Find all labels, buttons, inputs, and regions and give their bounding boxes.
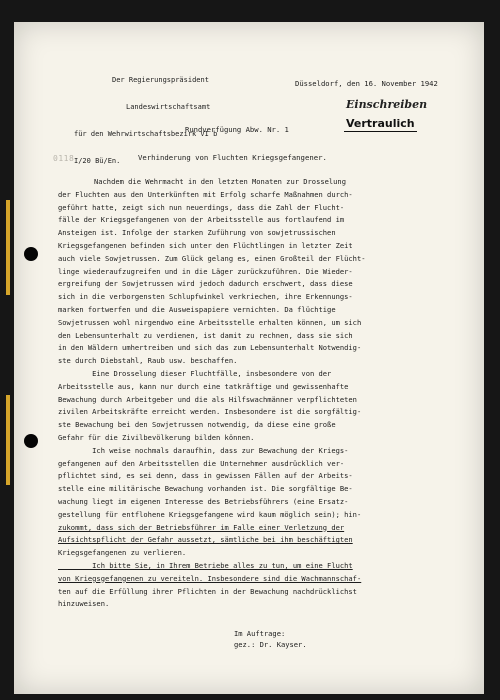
body-line: gefangenen auf den Arbeitsstellen die Unternehmer ausdrücklich ver- <box>58 458 345 468</box>
faint-registry-mark: 0118 <box>53 154 75 163</box>
authority-line: für den Wehrwirtschaftsbezirk VI b <box>74 130 218 138</box>
body-line: zivilen Arbeitskräfte erreicht werden. Insbesondere ist die sorgfältig- <box>58 407 362 417</box>
body-line: linge wiederaufzugreifen und in die Läger zurückzuführen. Die Wieder- <box>58 266 353 276</box>
body-line: Gefahr für die Zivilbevölkerung bilden können. <box>58 432 255 442</box>
letter-body <box>58 176 478 611</box>
body-line: in den Wäldern umhertreiben und sich das zum Lebensunterhalt Notwendig- <box>58 343 362 353</box>
body-line: Kriegsgefangenen zu verlieren. <box>58 548 187 558</box>
body-line: fälle der Kriegsgefangenen von der Arbeitsstelle aus fortlaufend im <box>58 215 345 225</box>
reference-line: I/20 Bü/En. <box>74 157 121 165</box>
body-line: der Fluchten aus den Unterkünften mit Erfolg scharfe Maßnahmen durch- <box>58 189 353 199</box>
body-line: pflichtet sind, es sei denn, dass in gewissen Fällen auf der Arbeits- <box>58 471 353 481</box>
body-line: auch viele Sowjetrussen. Zum Glück gelang es, einen Großteil der Flücht- <box>58 253 366 263</box>
body-line: Nachdem die Wehrmacht in den letzten Monaten zur Drosselung <box>94 177 346 186</box>
body-line: Eine Drosselung dieser Fluchtfälle, insbesondere von der <box>58 368 332 378</box>
stamp-vertraulich: Vertraulich <box>346 117 415 130</box>
circular-number: Rundverfügung Abw. Nr. 1 <box>185 125 289 134</box>
body-line: marken fortwerfen und die Ausweispapiere vernichten. Da flüchtige <box>58 304 336 314</box>
body-line: wachung liegt im eigenen Interesse des Betriebsführers (eine Ersatz- <box>58 496 349 506</box>
body-line: den Lebensunterhalt zu verdienen, ist damit zu rechnen, dass sie sich <box>58 330 353 340</box>
body-line: Aufsichtspflicht der Gefahr aussetzt, sämtliche bei ihm beschäftigten <box>58 535 353 545</box>
stamp-einschreiben: Einschreiben <box>346 98 428 111</box>
body-line: ste durch Diebstahl, Raub usw. beschaffen. <box>58 356 238 366</box>
body-line: geführt hatte, zeigt sich nun neuerdings, dass die Zahl der Flucht- <box>58 202 345 212</box>
margin-mark <box>6 200 10 295</box>
margin-mark <box>6 395 10 485</box>
body-line: ten auf die Erfüllung ihrer Pflichten in der Bewachung nachdrücklichst <box>58 586 357 596</box>
body-line: Sowjetrussen wohl nirgendwo eine Arbeitsstelle erhalten können, um sich <box>58 317 362 327</box>
subject-line: Verhinderung von Fluchten Kriegsgefangener. <box>138 153 327 162</box>
authority-line: Landeswirtschaftsamt <box>126 103 211 111</box>
body-line: Arbeitsstelle aus, kann nur durch eine tatkräftige und gewissenhafte <box>58 381 349 391</box>
body-line: sich in die verborgensten Schlupfwinkel verkriechen, ihre Erkennungs- <box>58 292 353 302</box>
body-line: hinzuweisen. <box>58 599 110 609</box>
punch-hole <box>24 247 38 261</box>
body-line: Ansteigen ist. Infolge der starken Zuführung von sowjetrussischen <box>58 228 336 238</box>
body-line: zukommt, dass sich der Betriebsführer im Falle einer Verletzung der <box>58 522 345 532</box>
punch-hole <box>24 434 38 448</box>
signature-line: Im Auftrage: <box>234 629 286 638</box>
body-line: gestellung für entflohene Kriegsgefangene wird kaum möglich sein); hin- <box>58 509 362 519</box>
body-line: von Kriegsgefangenen zu vereiteln. Insbesondere sind die Wachmannschaf- <box>58 573 362 583</box>
signature-name: gez.: Dr. Kayser. <box>234 640 307 649</box>
body-line: stelle eine militärische Bewachung vorhanden ist. Die sorgfältige Be- <box>58 484 353 494</box>
body-line: ste Bewachung bei den Sowjetrussen notwendig, da diese eine große <box>58 420 336 430</box>
place-date: Düsseldorf, den 16. November 1942 <box>295 79 438 88</box>
body-line: Bewachung durch Arbeitgeber und die als Hilfswachmänner verpflichteten <box>58 394 357 404</box>
body-line: Ich weise nochmals daraufhin, dass zur Bewachung der Kriegs- <box>58 445 349 455</box>
body-line: Ich bitte Sie, in Ihrem Betriebe alles zu tun, um eine Flucht <box>58 560 353 570</box>
body-line: Kriegsgefangenen befinden sich unter den Flüchtlingen in letzter Zeit <box>58 240 353 250</box>
body-line: ergreifung der Sowjetrussen wird jedoch dadurch erschwert, dass diese <box>58 279 353 289</box>
authority-line: Der Regierungspräsident <box>112 76 209 84</box>
